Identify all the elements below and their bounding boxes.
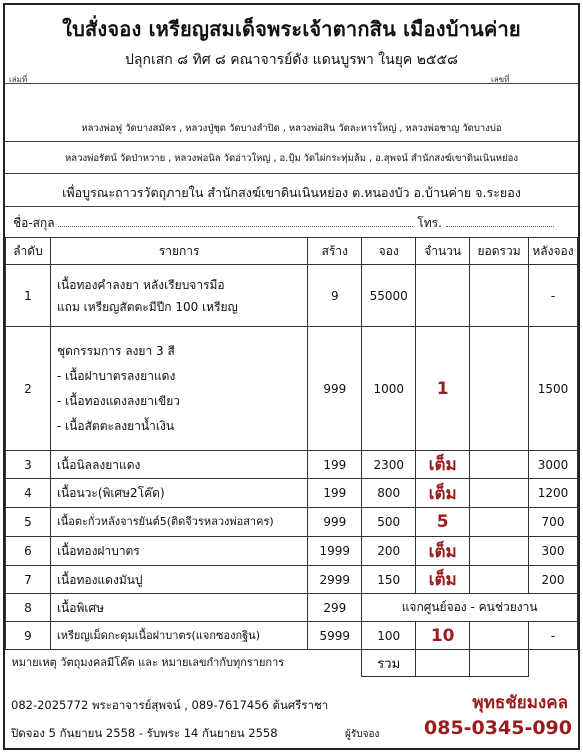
col-header-qty: จำนวน — [416, 238, 470, 265]
row-total[interactable] — [470, 622, 529, 650]
item-line: - เนื้อฝาบาตรลงยาแดง — [56, 368, 176, 383]
footer-dates: ปิดจอง 5 กันยายน 2558 - รับพระ 14 กันยายน 2558 — [11, 726, 278, 740]
row-number: 8 — [6, 594, 51, 622]
row-number: 7 — [6, 566, 51, 594]
row-after: 200 — [529, 566, 578, 594]
name-field[interactable] — [58, 216, 413, 227]
row-booking: 100 — [362, 622, 416, 650]
row-built: 1999 — [308, 537, 362, 566]
row-item: เนื้อพิเศษ — [50, 594, 307, 622]
row-item: เนื้อทองแดงมันปู — [50, 566, 307, 594]
brand-phone: 085-0345-090 — [424, 717, 572, 739]
divider — [5, 83, 578, 84]
row-number: 3 — [6, 451, 51, 479]
row-item: เนื้อนิลลงยาแดง — [50, 451, 307, 479]
row-merged-note: แจกศูนย์จอง - คนช่วยงาน — [362, 594, 578, 622]
table-row — [6, 566, 578, 594]
row-item — [50, 265, 307, 327]
row-booking: 2300 — [362, 451, 416, 479]
item-line: เนื้อทองคำลงยา หลังเรียบจารมือ — [56, 277, 225, 292]
brand-name: พุทธชัยมงคล — [472, 693, 568, 713]
row-booking: 800 — [362, 479, 416, 508]
sum-total[interactable] — [470, 650, 529, 677]
row-qty[interactable]: 5 — [416, 508, 470, 537]
row-qty[interactable]: เต็ม — [416, 566, 470, 594]
row-built: 5999 — [308, 622, 362, 650]
row-total[interactable] — [470, 566, 529, 594]
item-line: แถม เหรียญสัตตะมีปีก 100 เหรียญ — [56, 299, 238, 314]
temples-line-2: หลวงพ่อรัตน์ วัดป่าหวาย , หลวงพ่อนิล วัดอ่าวใหญ่ , อ.ปุ้ม วัดไผ่กระทุ่มล้ม , อ.สุพจน์ สำนักสงฆ์เขาดินเนินหย่อง — [65, 153, 518, 164]
row-item: เนื้อตะกั่วหลังจารยันต์5(ติดจีวรหลวงพ่อสาคร) — [50, 508, 307, 537]
divider — [5, 141, 578, 142]
col-header-total: ยอดรวม — [470, 238, 529, 265]
row-item: เหรียญเม็ดกะดุมเนื้อฝาบาตร(แจกซองกฐิน) — [50, 622, 307, 650]
row-item: เนื้อทองฝาบาตร — [50, 537, 307, 566]
row-total[interactable] — [470, 327, 529, 451]
col-header-item: รายการ — [50, 238, 307, 265]
divider — [5, 173, 578, 174]
row-total[interactable] — [470, 451, 529, 479]
row-built: 199 — [308, 451, 362, 479]
table-row — [6, 537, 578, 566]
row-number: 9 — [6, 622, 51, 650]
table-row — [6, 479, 578, 508]
purpose-text: เพื่อบูรณะถาวรวัตถุภายใน สำนักสงฆ์เขาดินเนินหย่อง ต.หนองบัว อ.บ้านค่าย จ.ระยอง — [62, 185, 521, 200]
table-row — [6, 265, 578, 327]
row-number: 2 — [6, 327, 51, 451]
item-line: ชุดกรรมการ ลงยา 3 สี — [56, 343, 175, 358]
table-row — [6, 327, 578, 451]
sum-after — [529, 650, 578, 677]
row-booking: 150 — [362, 566, 416, 594]
item-line: - เนื้อทองแดงลงยาเขียว — [56, 393, 181, 408]
row-after: 300 — [529, 537, 578, 566]
row-total[interactable] — [470, 479, 529, 508]
row-built: 299 — [308, 594, 362, 622]
row-total[interactable] — [470, 265, 529, 327]
temples-line-1: หลวงพ่อฟู วัดบางสมัคร , หลวงปู่ชุด วัดบางลำปิด , หลวงพ่อสิน วัดละหารใหญ่ , หลวงพ่อชาญ วัดบางบ่อ — [81, 123, 502, 134]
form-subtitle: ปลุกเสก ๘ ทิศ ๘ คณาจารย์ดัง แดนบูรพา ในยุค ๒๕๕๘ — [125, 52, 458, 68]
row-item: เนื้อนวะ(พิเศษ2โค๊ด) — [50, 479, 307, 508]
row-booking: 1000 — [362, 327, 416, 451]
receiver-label: ผู้รับจอง — [345, 729, 380, 740]
phone-label: โทร. — [417, 216, 442, 230]
table-row — [6, 451, 578, 479]
contact-row — [13, 214, 570, 233]
name-label: ชื่อ-สกุล — [13, 216, 55, 230]
divider — [5, 206, 578, 207]
col-header-no: ลำดับ — [6, 238, 51, 265]
row-built: 9 — [308, 265, 362, 327]
row-built: 199 — [308, 479, 362, 508]
phone-field[interactable] — [446, 216, 554, 227]
row-number: 6 — [6, 537, 51, 566]
table-note-row — [6, 650, 578, 677]
footer-contacts: 082-2025772 พระอาจารย์สุพจน์ , 089-7617456 ต้นศรีราชา — [11, 698, 329, 712]
row-booking: 500 — [362, 508, 416, 537]
row-qty[interactable]: เต็ม — [416, 537, 470, 566]
row-number: 1 — [6, 265, 51, 327]
row-item — [50, 327, 307, 451]
row-after: - — [529, 265, 578, 327]
table-row — [6, 594, 578, 622]
row-number: 5 — [6, 508, 51, 537]
row-booking: 55000 — [362, 265, 416, 327]
row-qty[interactable]: เต็ม — [416, 479, 470, 508]
book-number-label: เล่มที่ — [9, 75, 28, 84]
row-qty[interactable] — [416, 265, 470, 327]
col-header-after: หลังจอง — [529, 238, 578, 265]
row-after: 700 — [529, 508, 578, 537]
row-built: 999 — [308, 327, 362, 451]
row-qty[interactable]: 10 — [416, 622, 470, 650]
form-title: ใบสั่งจอง เหรียญสมเด็จพระเจ้าตากสิน เมืองบ้านค่าย — [62, 17, 521, 41]
table-header-row — [6, 238, 578, 265]
col-header-booking: จอง — [362, 238, 416, 265]
row-total[interactable] — [470, 508, 529, 537]
form-number-label: เลขที่ — [491, 75, 510, 84]
sum-label: รวม — [362, 650, 416, 677]
sum-qty[interactable] — [416, 650, 470, 677]
row-after: - — [529, 622, 578, 650]
row-booking: 200 — [362, 537, 416, 566]
order-table — [5, 237, 578, 677]
order-form-frame — [3, 3, 580, 750]
col-header-built: สร้าง — [308, 238, 362, 265]
row-after: 3000 — [529, 451, 578, 479]
table-row — [6, 508, 578, 537]
table-row — [6, 622, 578, 650]
row-qty[interactable]: 1 — [416, 327, 470, 451]
row-built: 999 — [308, 508, 362, 537]
row-built: 2999 — [308, 566, 362, 594]
row-number: 4 — [6, 479, 51, 508]
row-qty[interactable]: เต็ม — [416, 451, 470, 479]
item-line: - เนื้อสัตตะลงยาน้ำเงิน — [56, 418, 175, 433]
table-note: หมายเหตุ วัตถุมงคลมีโค๊ต และ หมายเลขกำกับทุกรายการ — [6, 650, 362, 677]
row-after: 1500 — [529, 327, 578, 451]
row-total[interactable] — [470, 537, 529, 566]
row-after: 1200 — [529, 479, 578, 508]
